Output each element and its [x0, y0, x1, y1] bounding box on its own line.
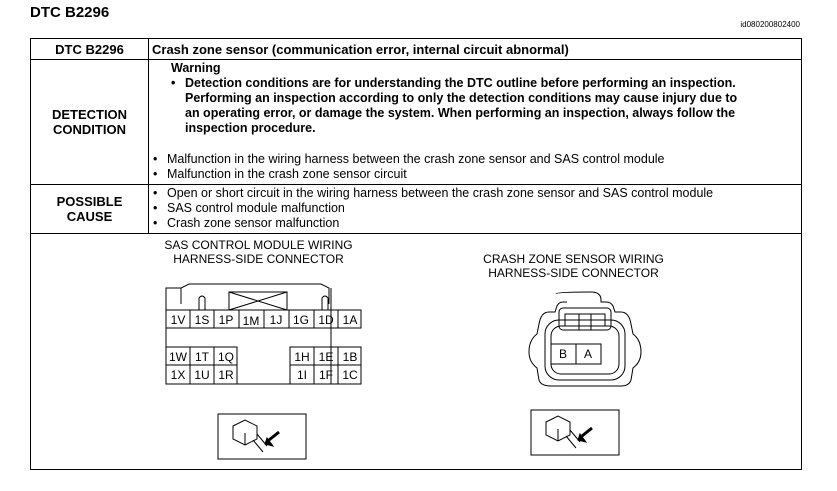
dtc-table — [30, 38, 802, 470]
sas-pin-1f: 1F — [318, 368, 334, 382]
sas-pin-1v: 1V — [170, 313, 186, 327]
bullet-icon: • — [171, 76, 176, 90]
sas-pin-1x: 1X — [170, 368, 186, 382]
cause-label-line1: POSSIBLE — [56, 194, 123, 209]
detection-label-line1: DETECTION — [51, 107, 128, 122]
list-item: • Malfunction in the wiring harness between the crash zone sensor and SAS control module — [153, 152, 665, 166]
diagram-row — [31, 234, 802, 470]
sas-pin-1b: 1B — [342, 350, 358, 364]
warning-line: an operating error, or damage the system. When performing an inspection, always follow the — [185, 106, 736, 120]
document-id: id080200802400 — [740, 20, 800, 29]
sas-pin-1i: 1I — [296, 368, 308, 382]
bullet-icon: • — [153, 186, 158, 200]
sas-pin-1q: 1Q — [217, 350, 235, 364]
connector-diagram — [31, 234, 803, 469]
sas-pin-1w: 1W — [169, 350, 187, 364]
warning-title: Warning — [171, 61, 221, 75]
sas-connector-label: SAS CONTROL MODULE WIRING HARNESS-SIDE CONNECTOR — [164, 238, 353, 266]
sas-pin-1r: 1R — [218, 368, 234, 382]
sas-pin-1m: 1M — [242, 314, 260, 328]
warning-item — [171, 76, 797, 136]
dtc-header-row — [31, 39, 802, 60]
bullet-icon: • — [153, 216, 158, 230]
warning-line: Performing an inspection according to only the detection conditions may cause injury due to — [185, 91, 738, 105]
possible-cause-content — [149, 185, 802, 234]
list-item: • Crash zone sensor malfunction — [153, 216, 340, 230]
view-direction-icon — [218, 410, 619, 459]
possible-cause-label — [31, 185, 149, 234]
warning-line: inspection procedure. — [185, 121, 316, 135]
sas-pin-1e: 1E — [318, 350, 334, 364]
list-item: • Open or short circuit in the wiring harness between the crash zone sensor and SAS control module — [153, 186, 714, 200]
sas-pin-1p: 1P — [218, 313, 234, 327]
detection-label-line2: CONDITION — [53, 122, 126, 137]
dtc-code-cell: DTC B2296 — [31, 39, 149, 60]
cause-label-line2: CAUSE — [66, 209, 113, 224]
sas-pin-1g: 1G — [292, 313, 310, 327]
crash-sensor-connector-icon — [529, 292, 641, 386]
sas-pin-1j: 1J — [269, 313, 283, 327]
connector-diagram-cell — [31, 234, 802, 470]
sas-pin-1u: 1U — [194, 368, 210, 382]
sas-pin-1s: 1S — [194, 313, 210, 327]
bullet-icon: • — [153, 152, 158, 166]
detection-condition-content — [149, 60, 802, 185]
sas-pin-1d: 1D — [318, 313, 334, 327]
list-item: • Malfunction in the crash zone sensor circuit — [153, 167, 407, 181]
bullet-icon: • — [153, 167, 158, 181]
detection-condition-row — [31, 60, 802, 185]
dtc-description-cell: Crash zone sensor (communication error, internal circuit abnormal) — [149, 39, 802, 60]
warning-line: Detection conditions are for understanding the DTC outline before performing an inspection. — [185, 76, 736, 90]
sas-pin-1a: 1A — [342, 313, 358, 327]
crash-pin-a: A — [583, 347, 593, 361]
list-item: • SAS control module malfunction — [153, 201, 345, 215]
crash-pin-b: B — [558, 347, 568, 361]
bullet-icon: • — [153, 201, 158, 215]
sas-pin-1t: 1T — [194, 350, 210, 364]
detection-condition-label — [31, 60, 149, 185]
crash-connector-label: CRASH ZONE SENSOR WIRING HARNESS-SIDE CONNECTOR — [483, 252, 664, 280]
sas-pin-1h: 1H — [294, 350, 310, 364]
sas-pin-1c: 1C — [342, 368, 358, 382]
page-title: DTC B2296 — [30, 4, 110, 21]
possible-cause-row — [31, 185, 802, 234]
